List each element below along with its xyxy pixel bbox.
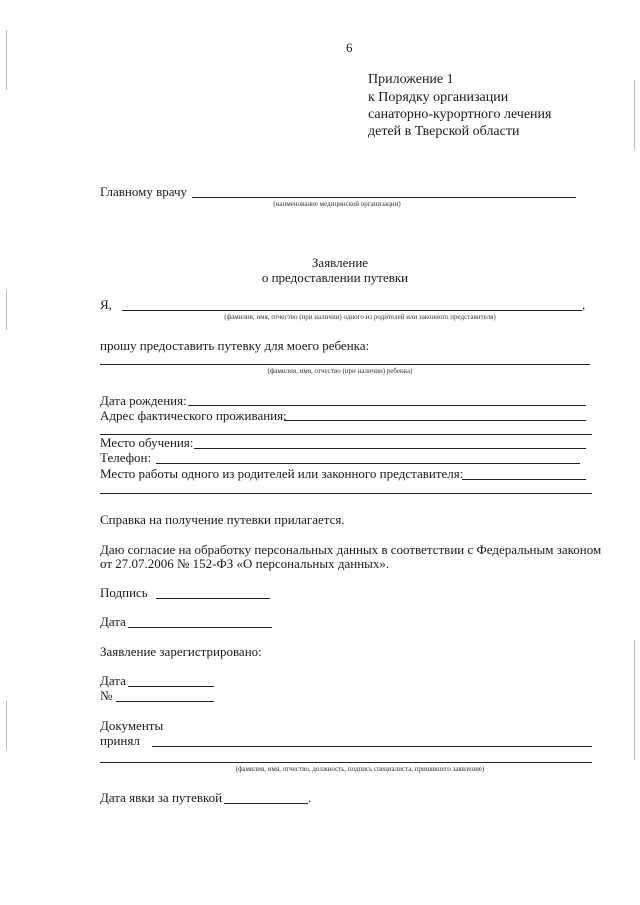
visit-date-period: . — [308, 790, 312, 805]
registered-label: Заявление зарегистрировано: — [100, 644, 262, 659]
signature-label: Подпись — [100, 585, 148, 600]
appendix-line-4: детей в Тверской области — [368, 124, 520, 139]
consent-line-1: Даю согласие на обработку персональных данных в соответствии с Федеральным законом — [100, 542, 602, 557]
phone-line — [156, 463, 580, 464]
appendix-line-2: к Порядку организации — [368, 90, 509, 105]
phone-label: Телефон: — [100, 450, 152, 465]
birth-date-line — [188, 405, 586, 406]
birth-date-label: Дата рождения: — [100, 393, 187, 408]
appendix-line-1: Приложение 1 — [368, 72, 454, 87]
consent-line-2: от 27.07.2006 № 152-ФЗ «О персональных данных». — [100, 556, 390, 571]
addressee-line — [192, 197, 576, 198]
applicant-caption: (фамилия, имя, отчество (при наличии) одного из родителей или законного представителя) — [224, 313, 496, 321]
applicant-comma: , — [582, 297, 586, 312]
addressee-label: Главному врачу — [100, 184, 188, 199]
visit-date-label: Дата явки за путевкой — [100, 790, 223, 805]
registered-number-label: № — [100, 688, 113, 703]
attachment-note: Справка на получение путевки прилагается. — [100, 512, 345, 527]
applicant-line — [122, 310, 582, 311]
accepted-line-1: Документы — [100, 718, 164, 733]
registered-date-label: Дата — [100, 673, 126, 688]
address-line — [284, 420, 586, 421]
child-name-line — [100, 364, 590, 365]
request-text: прошу предоставить путевку для моего ребенка: — [100, 338, 370, 353]
accepted-caption: (фамилия, имя, отчество, должность, подпись специалиста, принявшего заявление) — [235, 765, 485, 773]
scan-edge-left — [6, 30, 7, 90]
scan-edge-left — [6, 290, 7, 330]
scan-edge-right — [634, 640, 635, 760]
page-number: 6 — [346, 40, 353, 55]
accepted-line — [152, 746, 592, 747]
heading-subtitle: о предоставлении путевки — [261, 270, 409, 285]
heading-title: Заявление — [311, 255, 369, 270]
parent-work-line-2 — [100, 493, 592, 494]
registered-number-line — [116, 701, 214, 702]
parent-work-label: Место работы одного из родителей или законного представителя: — [100, 466, 464, 481]
date-label: Дата — [100, 614, 126, 629]
addressee-caption: (наименование медицинской организации) — [273, 200, 401, 208]
accepted-line-2: принял — [100, 733, 140, 748]
scan-edge-right — [634, 80, 635, 150]
registered-date-line — [128, 686, 214, 687]
visit-date-line — [224, 803, 308, 804]
signature-line — [156, 598, 270, 599]
date-line — [128, 627, 272, 628]
accepted-line-2 — [100, 762, 592, 763]
address-label: Адрес фактического проживания: — [100, 408, 287, 423]
scan-edge-left — [6, 700, 7, 750]
school-label: Место обучения: — [100, 435, 194, 450]
applicant-label: Я, — [100, 297, 112, 312]
parent-work-line — [462, 479, 586, 480]
school-line — [194, 448, 586, 449]
appendix-line-3: санаторно-курортного лечения — [368, 107, 552, 122]
child-name-caption: (фамилия, имя, отчество (при наличии) ребенка) — [267, 367, 413, 375]
